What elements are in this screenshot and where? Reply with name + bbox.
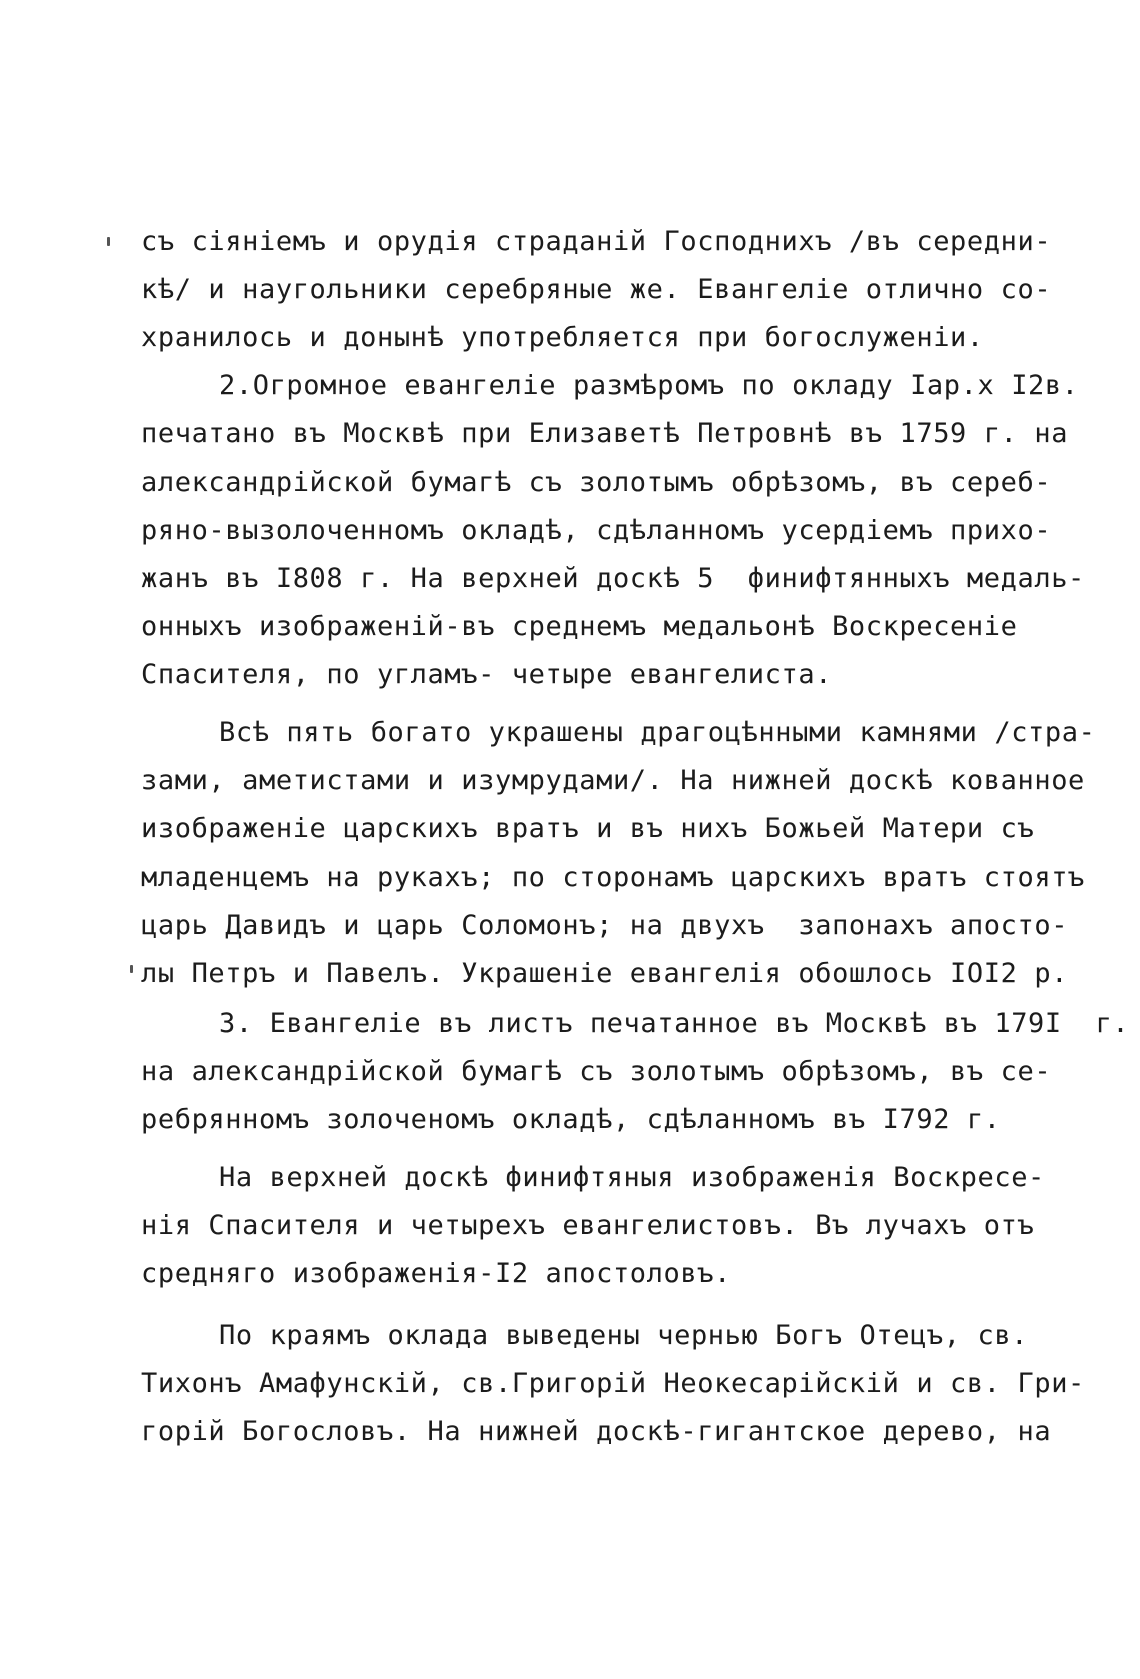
text-line: царь Давидъ и царь Соломонъ; на двухъ запонахъ апосто- xyxy=(141,910,1069,941)
text-line: ребрянномъ золоченомъ окладѣ, сдѣланномъ въ I792 г. xyxy=(141,1104,1001,1135)
text-line: изображеніе царскихъ вратъ и въ нихъ Божьей Матери съ xyxy=(141,813,1035,844)
text-line: жанъ въ I808 г. На верхней доскѣ 5 финифтянныхъ медаль- xyxy=(141,563,1085,594)
text-line: младенцемъ на рукахъ; по сторонамъ царскихъ вратъ стоятъ xyxy=(141,862,1085,893)
text-line: нія Спасителя и четырехъ евангелистовъ. Въ лучахъ отъ xyxy=(141,1210,1035,1241)
text-line: съ сіяніемъ и орудія страданій Господнихъ /въ середни- xyxy=(141,226,1052,257)
text-line: 2.Огромное евангеліе размѣромъ по окладу Iар.х I2в. xyxy=(219,370,1079,401)
margin-mark xyxy=(130,965,133,973)
text-line: александрійской бумагѣ съ золотымъ обрѣзомъ, въ сереб- xyxy=(141,467,1052,498)
text-line: На верхней доскѣ финифтяныя изображенія Воскресе- xyxy=(219,1162,1045,1193)
text-line: Всѣ пять богато украшены драгоцѣнными камнями /стра- xyxy=(219,717,1096,748)
text-line: онныхъ изображеній-въ среднемъ медальонѣ Воскресеніе xyxy=(141,611,1018,642)
text-line: на александрійской бумагѣ съ золотымъ обрѣзомъ, въ се- xyxy=(141,1056,1052,1087)
text-line: печатано въ Москвѣ при Елизаветѣ Петровнѣ въ 1759 г. на xyxy=(141,418,1069,449)
text-line: кѣ/ и наугольники серебряные же. Евангеліе отлично со- xyxy=(141,274,1052,305)
text-line: ряно-вызолоченномъ окладѣ, сдѣланномъ усердіемъ прихо- xyxy=(141,515,1052,546)
text-line: средняго изображенія-I2 апостоловъ. xyxy=(141,1258,731,1289)
text-line: зами, аметистами и изумрудами/. На нижней доскѣ кованное xyxy=(141,765,1085,796)
text-line: 3. Евангеліе въ листъ печатанное въ Москвѣ въ 179I г. xyxy=(219,1008,1130,1039)
text-line: Спасителя, по угламъ- четыре евангелиста. xyxy=(141,659,833,690)
text-line: горій Богословъ. На нижней доскѣ-гигантское дерево, на xyxy=(141,1416,1052,1447)
text-line: Тихонъ Амафунскій, св.Григорій Неокесарійскій и св. Гри- xyxy=(141,1368,1085,1399)
text-line: лы Петръ и Павелъ. Украшеніе евангелія обошлось IOI2 р. xyxy=(141,958,1069,989)
text-line: По краямъ оклада выведены чернью Богъ Отецъ, св. xyxy=(219,1320,1029,1351)
text-line: хранилось и донынѣ употребляется при богослуженіи. xyxy=(141,322,984,353)
